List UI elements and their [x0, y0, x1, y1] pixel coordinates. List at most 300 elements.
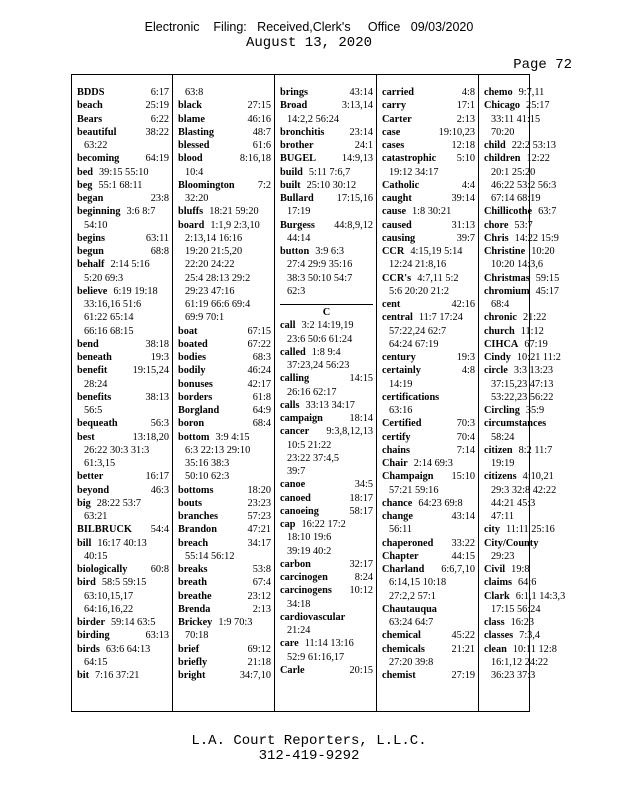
index-refs: 38:13 — [145, 391, 169, 403]
index-word: carried — [382, 87, 415, 98]
index-refs: 66:16 68:15 — [84, 325, 134, 337]
index-refs: 9:7,11 — [518, 87, 545, 98]
index-continuation — [178, 629, 271, 642]
index-refs: 12:18 — [451, 140, 475, 151]
index-continuation — [178, 86, 271, 99]
index-word: boron — [178, 418, 205, 430]
index-refs: 9:3,8,12,13 — [326, 426, 373, 438]
index-entry — [382, 272, 475, 285]
page-number: Page 72 — [513, 57, 572, 73]
index-entry — [382, 99, 475, 112]
index-column-4 — [376, 75, 478, 711]
index-refs: 2:13,14 16:16 — [185, 232, 243, 244]
index-refs: 19:12 34:17 — [389, 166, 439, 178]
index-word: Carter — [382, 113, 412, 125]
index-entry — [484, 537, 539, 550]
index-refs: 68:4 — [491, 299, 510, 310]
index-entry — [484, 152, 550, 165]
index-continuation — [77, 603, 169, 616]
index-refs: 14:15 — [349, 373, 373, 385]
index-word: breach — [178, 537, 209, 549]
index-word: cause — [382, 206, 407, 218]
index-entry — [280, 425, 373, 438]
index-entry — [77, 152, 169, 165]
index-word: beginning — [77, 206, 121, 218]
index-entry — [178, 576, 271, 589]
index-word: bill — [77, 537, 92, 549]
index-entry — [382, 139, 475, 152]
index-entry — [178, 378, 271, 391]
index-entry — [382, 391, 475, 404]
index-continuation — [484, 298, 526, 311]
index-entry — [178, 484, 271, 497]
index-word: child — [484, 140, 506, 151]
index-continuation — [178, 457, 271, 470]
index-continuation — [280, 598, 373, 611]
index-entry — [77, 523, 169, 536]
index-word: chains — [382, 444, 411, 456]
index-column-3 — [274, 75, 376, 711]
index-refs: 70:3 — [456, 418, 475, 430]
section-divider — [280, 298, 373, 305]
index-entry — [77, 470, 169, 483]
index-word: century — [382, 352, 416, 363]
index-continuation — [77, 510, 169, 523]
index-refs: 4:4 — [461, 179, 475, 191]
index-refs: 5:10 — [456, 153, 475, 165]
index-refs: 19:20 21:5,20 — [185, 246, 243, 257]
index-word: certainly — [382, 365, 421, 377]
index-continuation — [484, 258, 544, 271]
index-continuation — [484, 192, 541, 205]
index-refs: 24:1 — [354, 140, 373, 151]
index-refs: 21:18 — [247, 656, 271, 668]
index-word: borders — [178, 391, 213, 403]
index-word: causing — [382, 232, 416, 244]
index-entry — [382, 643, 475, 656]
index-refs: 19:3 — [456, 352, 475, 363]
index-refs: 10:11 12:8 — [512, 643, 557, 655]
index-continuation — [484, 550, 526, 563]
index-refs: 38:22 — [145, 126, 169, 138]
index-word: boat — [178, 325, 198, 337]
index-word: Brandon — [178, 524, 217, 536]
index-entry — [178, 338, 271, 351]
index-entry — [280, 86, 373, 99]
index-refs: 67:22 — [247, 338, 271, 350]
index-continuation — [484, 179, 557, 192]
index-refs: 44:8,9,12 — [334, 219, 373, 231]
hearing-date: August 13, 2020 — [245, 35, 373, 51]
index-refs: 4:7,11 5:2 — [417, 272, 459, 284]
index-entry — [178, 139, 271, 152]
index-refs: 1:8 30:21 — [412, 206, 452, 218]
index-entry — [77, 258, 169, 271]
index-word: benefits — [77, 391, 112, 403]
index-refs: 1:1,9 2:3,10 — [210, 219, 260, 231]
index-refs: 18:20 — [247, 484, 271, 496]
index-word: Charland — [382, 564, 425, 575]
index-entry — [178, 656, 271, 669]
index-entry — [382, 219, 475, 232]
index-entry — [178, 113, 271, 126]
index-entry — [382, 444, 475, 457]
index-entry — [484, 272, 560, 285]
index-word: Brickey — [178, 617, 213, 628]
index-word: certify — [382, 431, 411, 443]
index-continuation — [280, 531, 373, 544]
index-word: bonuses — [178, 378, 213, 390]
index-entry — [77, 351, 169, 364]
index-refs: 19:19 — [491, 458, 515, 469]
index-entry — [77, 99, 169, 112]
index-entry — [77, 166, 169, 179]
index-word: claims — [484, 577, 513, 589]
index-entry — [382, 563, 475, 576]
index-refs: 25:19 — [145, 100, 169, 112]
index-refs: 14:9,13 — [341, 153, 373, 165]
index-continuation — [484, 656, 549, 669]
index-refs: 35:9 — [525, 405, 545, 416]
index-refs: 61:6 — [252, 140, 271, 151]
index-refs: 48:7 — [252, 126, 271, 138]
index-entry — [382, 152, 475, 165]
index-refs: 39:7 — [287, 466, 306, 477]
index-refs: 67:15 — [247, 325, 271, 337]
index-continuation — [77, 457, 169, 470]
index-entry — [77, 205, 169, 218]
index-refs: 34:5 — [354, 479, 373, 491]
index-word: circumstances — [484, 418, 547, 430]
index-word: beneath — [77, 352, 112, 363]
index-entry — [382, 351, 475, 364]
index-continuation — [382, 166, 475, 179]
index-entry — [484, 245, 555, 258]
index-word: cases — [382, 140, 405, 151]
index-word: Chautauqua — [382, 603, 437, 615]
index-word: breathe — [178, 590, 212, 602]
index-word: bottom — [178, 431, 210, 443]
index-refs: 34:7,10 — [239, 670, 271, 681]
index-entry — [382, 550, 475, 563]
index-refs: 5:20 69:3 — [84, 272, 124, 284]
index-refs: 18:17 — [349, 492, 373, 504]
index-refs: 63:22 — [84, 140, 108, 151]
index-refs: 23:14 — [349, 126, 373, 138]
index-entry — [280, 179, 373, 192]
index-entry — [484, 404, 545, 417]
index-refs: 32:17 — [349, 558, 373, 570]
index-word: BUGEL — [280, 153, 317, 165]
index-word: bend — [77, 338, 99, 350]
index-word: becoming — [77, 153, 120, 165]
index-entry — [280, 505, 373, 518]
index-entry — [484, 325, 544, 338]
index-word: Chillicothe — [484, 206, 533, 218]
index-refs: 54:4 — [150, 524, 169, 536]
index-word: button — [280, 246, 310, 257]
index-word: bed — [77, 166, 94, 178]
index-refs: 26:22 30:3 31:3 — [84, 444, 150, 456]
index-word: brother — [280, 140, 314, 151]
index-entry — [382, 311, 475, 324]
index-word: benefit — [77, 365, 108, 377]
index-continuation — [484, 378, 554, 391]
index-refs: 33:11 41:15 — [491, 113, 541, 125]
index-refs: 54:10 — [84, 219, 108, 231]
index-refs: 39:7 — [456, 232, 475, 244]
index-refs: 35:16 38:3 — [185, 458, 230, 469]
index-continuation — [484, 603, 541, 616]
index-continuation — [77, 139, 169, 152]
index-word: classes — [484, 630, 514, 642]
index-refs: 18:10 19:6 — [287, 532, 332, 544]
index-word: Circling — [484, 405, 520, 416]
index-refs: 27:15 — [247, 100, 271, 112]
index-refs: 32:20 — [185, 193, 209, 204]
index-entry — [382, 192, 475, 205]
index-refs: 68:3 — [252, 352, 271, 363]
index-refs: 64:19 — [145, 153, 169, 165]
index-refs: 46:16 — [247, 113, 271, 125]
index-continuation — [382, 325, 475, 338]
index-word: blood — [178, 153, 203, 165]
index-continuation — [77, 311, 169, 324]
index-continuation — [382, 656, 475, 669]
index-refs: 58:24 — [491, 431, 515, 443]
index-word: breaks — [178, 564, 208, 575]
index-entry — [484, 139, 557, 152]
index-word: church — [484, 325, 515, 337]
index-refs: 14:2,2 56:24 — [287, 113, 340, 125]
index-continuation — [484, 510, 526, 523]
index-refs: 63:8 — [185, 87, 204, 98]
index-entry — [280, 219, 373, 232]
index-entry — [280, 584, 373, 597]
index-entry — [77, 285, 169, 298]
index-refs: 4:10,21 — [522, 471, 554, 483]
index-continuation — [280, 439, 373, 452]
index-word: clean — [484, 643, 507, 655]
index-refs: 47:11 — [491, 511, 515, 522]
index-word: bit — [77, 670, 90, 681]
index-entry — [77, 179, 169, 192]
index-entry — [484, 470, 554, 483]
index-word: CCR — [382, 246, 405, 257]
index-refs: 67:4 — [252, 577, 271, 589]
index-refs: 64:15 — [84, 656, 108, 668]
index-refs: 37:15,23 47:13 — [491, 378, 554, 390]
index-refs: 19:10,23 — [438, 126, 475, 138]
index-word: calls — [280, 399, 300, 411]
index-continuation — [178, 285, 271, 298]
index-entry — [280, 412, 373, 425]
index-refs: 27:20 39:8 — [389, 656, 434, 668]
index-word: change — [382, 511, 413, 522]
index-word: BDDS — [77, 87, 105, 98]
index-word: Carle — [280, 664, 305, 676]
index-column-2 — [172, 75, 274, 711]
index-continuation — [382, 338, 475, 351]
index-entry — [178, 205, 271, 218]
index-word: bodily — [178, 365, 206, 377]
index-continuation — [382, 404, 475, 417]
index-refs: 36:23 37:3 — [491, 670, 536, 681]
index-entry — [484, 285, 560, 298]
index-refs: 56:3 — [150, 418, 169, 430]
index-refs: 2:14 69:3 — [413, 458, 453, 469]
index-continuation — [382, 378, 475, 391]
index-word: Chapter — [382, 550, 419, 562]
index-entry — [280, 346, 373, 359]
index-word: certifications — [382, 391, 440, 403]
index-refs: 53:22,23 56:22 — [491, 391, 554, 403]
index-word: bottoms — [178, 484, 214, 496]
index-refs: 70:4 — [456, 431, 475, 443]
index-entry — [178, 669, 271, 682]
index-entry — [77, 537, 169, 550]
index-refs: 28:24 — [84, 378, 108, 390]
index-word: Christmas — [484, 272, 530, 284]
index-refs: 31:13 — [451, 219, 475, 231]
index-entry — [484, 629, 541, 642]
index-entry — [484, 219, 533, 232]
index-continuation — [280, 452, 373, 465]
index-refs: 69:9 70:1 — [185, 312, 225, 324]
index-refs: 55:14 56:12 — [185, 550, 235, 562]
index-continuation — [280, 205, 373, 218]
index-entry — [280, 99, 373, 112]
index-refs: 1:9 70:3 — [218, 617, 253, 628]
index-entry — [77, 563, 169, 576]
index-refs: 45:22 — [451, 630, 475, 642]
index-refs: 17:15 56:24 — [491, 603, 541, 615]
index-refs: 61:8 — [252, 391, 271, 403]
index-refs: 44:21 45:3 — [491, 497, 536, 509]
index-frame — [71, 74, 566, 712]
index-refs: 10:4 — [185, 166, 204, 178]
index-word: central — [382, 312, 413, 324]
index-refs: 3:13,14 — [341, 100, 373, 112]
index-entry — [484, 86, 545, 99]
index-entry — [484, 338, 548, 351]
index-word: Borgland — [178, 405, 220, 416]
index-entry — [382, 232, 475, 245]
index-refs: 58:5 59:15 — [101, 577, 147, 589]
index-word: cancer — [280, 426, 310, 438]
index-refs: 33:22 — [451, 537, 475, 549]
index-continuation — [178, 232, 271, 245]
index-refs: 67:19 — [524, 338, 548, 350]
index-refs: 50:10 62:3 — [185, 471, 230, 483]
index-refs: 59:14 63:5 — [111, 617, 156, 628]
index-entry — [382, 245, 475, 258]
index-refs: 14:19 — [389, 378, 413, 390]
index-refs: 68:4 — [252, 418, 271, 430]
index-refs: 16:23 — [510, 617, 535, 628]
index-refs: 63:24 64:7 — [389, 617, 434, 628]
index-refs: 42:16 — [451, 299, 475, 310]
index-refs: 27:2,2 57:1 — [389, 590, 436, 602]
index-refs: 21:21 — [451, 643, 475, 655]
index-refs: 34:18 — [287, 598, 311, 610]
index-continuation — [280, 624, 373, 637]
index-word: chemo — [484, 87, 513, 98]
index-refs: 19:15,24 — [132, 365, 169, 377]
index-refs: 57:21 59:16 — [389, 484, 439, 496]
index-word: beach — [77, 100, 103, 112]
index-refs: 6:1,1 14:3,3 — [515, 590, 566, 602]
index-entry — [77, 192, 169, 205]
index-entry — [382, 497, 475, 510]
index-refs: 16:17 40:13 — [97, 537, 147, 549]
index-entry — [77, 364, 169, 377]
index-entry — [280, 518, 373, 531]
index-word: blame — [178, 113, 205, 125]
index-refs: 39:15 55:10 — [99, 166, 149, 178]
index-entry — [77, 497, 169, 510]
index-refs: 23:23 — [247, 497, 271, 509]
index-continuation — [484, 497, 536, 510]
index-continuation — [484, 391, 554, 404]
index-refs: 69:12 — [247, 643, 271, 655]
index-refs: 8:16,18 — [239, 153, 271, 165]
index-entry — [178, 563, 271, 576]
index-refs: 6:19 19:18 — [113, 285, 158, 297]
index-word: beautiful — [77, 126, 117, 138]
index-refs: 25:10 30:12 — [306, 179, 357, 191]
index-word: chromium — [484, 285, 530, 297]
index-refs: 22:2 53:13 — [511, 140, 557, 151]
index-entry — [382, 669, 475, 682]
index-continuation — [382, 484, 475, 497]
index-refs: 4:8 — [461, 87, 475, 98]
index-continuation — [77, 656, 169, 669]
index-refs: 4:8 — [461, 365, 475, 377]
index-word: bluffs — [178, 206, 204, 218]
index-entry — [382, 179, 475, 192]
index-refs: 63:13 — [145, 630, 169, 642]
index-entry — [178, 325, 271, 338]
index-entry — [77, 86, 169, 99]
index-refs: 33:13 34:17 — [305, 399, 355, 411]
index-refs: 34:17 — [247, 537, 271, 549]
index-word: behalf — [77, 259, 105, 271]
index-refs: 8:24 — [354, 572, 373, 583]
index-refs: 44:14 — [287, 232, 311, 244]
index-continuation — [484, 166, 536, 179]
index-refs: 12:24 21:8,16 — [389, 259, 447, 271]
index-entry — [77, 113, 169, 126]
index-continuation — [280, 465, 373, 478]
index-entry — [77, 643, 169, 656]
index-refs: 22:20 24:22 — [185, 259, 235, 271]
index-entry — [178, 417, 271, 430]
index-word: begins — [77, 232, 106, 244]
index-entry — [77, 616, 169, 629]
index-word: class — [484, 617, 505, 628]
index-word: better — [77, 471, 104, 483]
index-refs: 10:20 — [531, 246, 555, 257]
index-refs: 7:14 — [456, 444, 475, 456]
index-entry — [178, 497, 271, 510]
index-word: chemist — [382, 670, 416, 681]
index-refs: 16:22 17:2 — [301, 519, 346, 530]
index-refs: 11:7 17:24 — [418, 312, 463, 324]
index-word: best — [77, 431, 95, 443]
index-refs: 64:16,16,22 — [84, 603, 134, 615]
index-entry — [178, 431, 271, 444]
